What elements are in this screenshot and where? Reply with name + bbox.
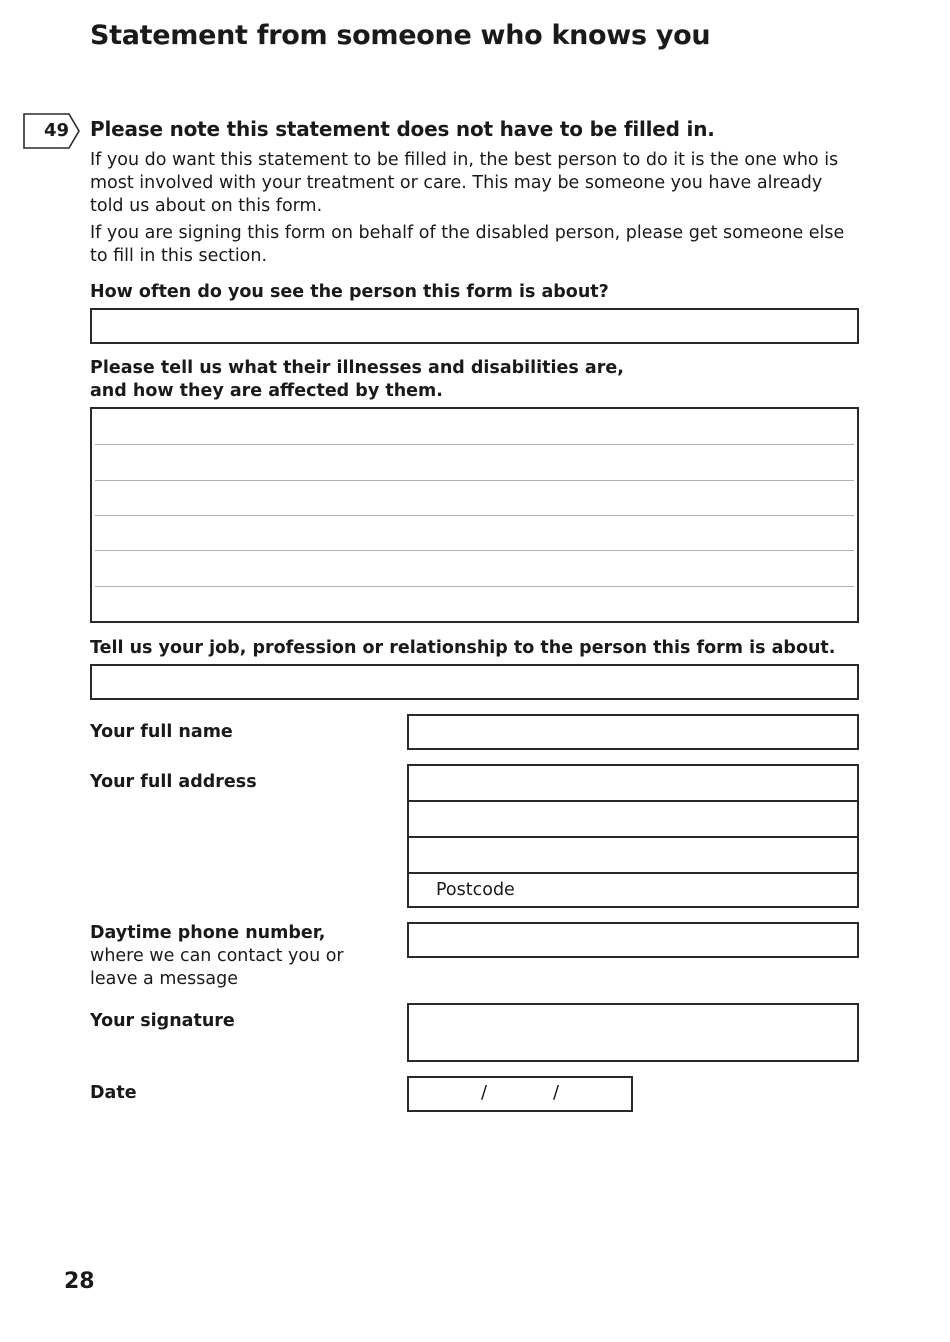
full-name-input[interactable] <box>407 714 859 750</box>
phone-label <box>90 922 344 991</box>
address-divider <box>409 836 857 838</box>
signature-label: Your signature <box>90 1011 235 1031</box>
intro-paragraph-2: If you are signing this form on behalf of the disabled person, please get someone else to fill in this section. <box>90 223 845 266</box>
date-separator: / <box>553 1082 560 1103</box>
illnesses-label-line2: and how they are affected by them. <box>90 381 443 401</box>
address-divider <box>409 800 857 802</box>
phone-input[interactable] <box>407 922 859 958</box>
date-separator: / <box>481 1082 488 1103</box>
how-often-input[interactable] <box>90 308 859 344</box>
postcode-field[interactable] <box>409 874 857 908</box>
postcode-label: Postcode <box>436 880 515 900</box>
phone-sublabel-line1: where we can contact you or <box>90 946 344 966</box>
job-input[interactable] <box>90 664 859 700</box>
signature-field[interactable] <box>407 1003 859 1062</box>
page-title: Statement from someone who knows you <box>90 20 711 51</box>
writing-line <box>95 515 854 516</box>
date-input[interactable] <box>407 1076 633 1112</box>
writing-line <box>95 444 854 445</box>
question-number-badge <box>23 113 81 149</box>
phone-sublabel-line2: leave a message <box>90 969 238 989</box>
full-name-label: Your full name <box>90 722 233 742</box>
full-address-label: Your full address <box>90 772 257 792</box>
illnesses-label-line1: Please tell us what their illnesses and disabilities are, <box>90 358 624 378</box>
how-often-label: How often do you see the person this form is about? <box>90 282 609 302</box>
illnesses-textarea[interactable] <box>90 407 859 623</box>
date-label: Date <box>90 1083 137 1103</box>
writing-line <box>95 480 854 481</box>
full-address-input[interactable] <box>407 764 859 908</box>
writing-line <box>95 586 854 587</box>
intro-paragraph-1: If you do want this statement to be filled in, the best person to do it is the one who is most involved with your treatment or care. This may be someone you have already told us about on this form. <box>90 150 839 216</box>
job-label: Tell us your job, profession or relationship to the person this form is about. <box>90 638 836 658</box>
question-number: 49 <box>43 120 69 141</box>
phone-label-main: Daytime phone number, <box>90 923 326 943</box>
question-heading: Please note this statement does not have to be filled in. <box>90 117 715 141</box>
page-number: 28 <box>64 1269 95 1294</box>
writing-line <box>95 550 854 551</box>
